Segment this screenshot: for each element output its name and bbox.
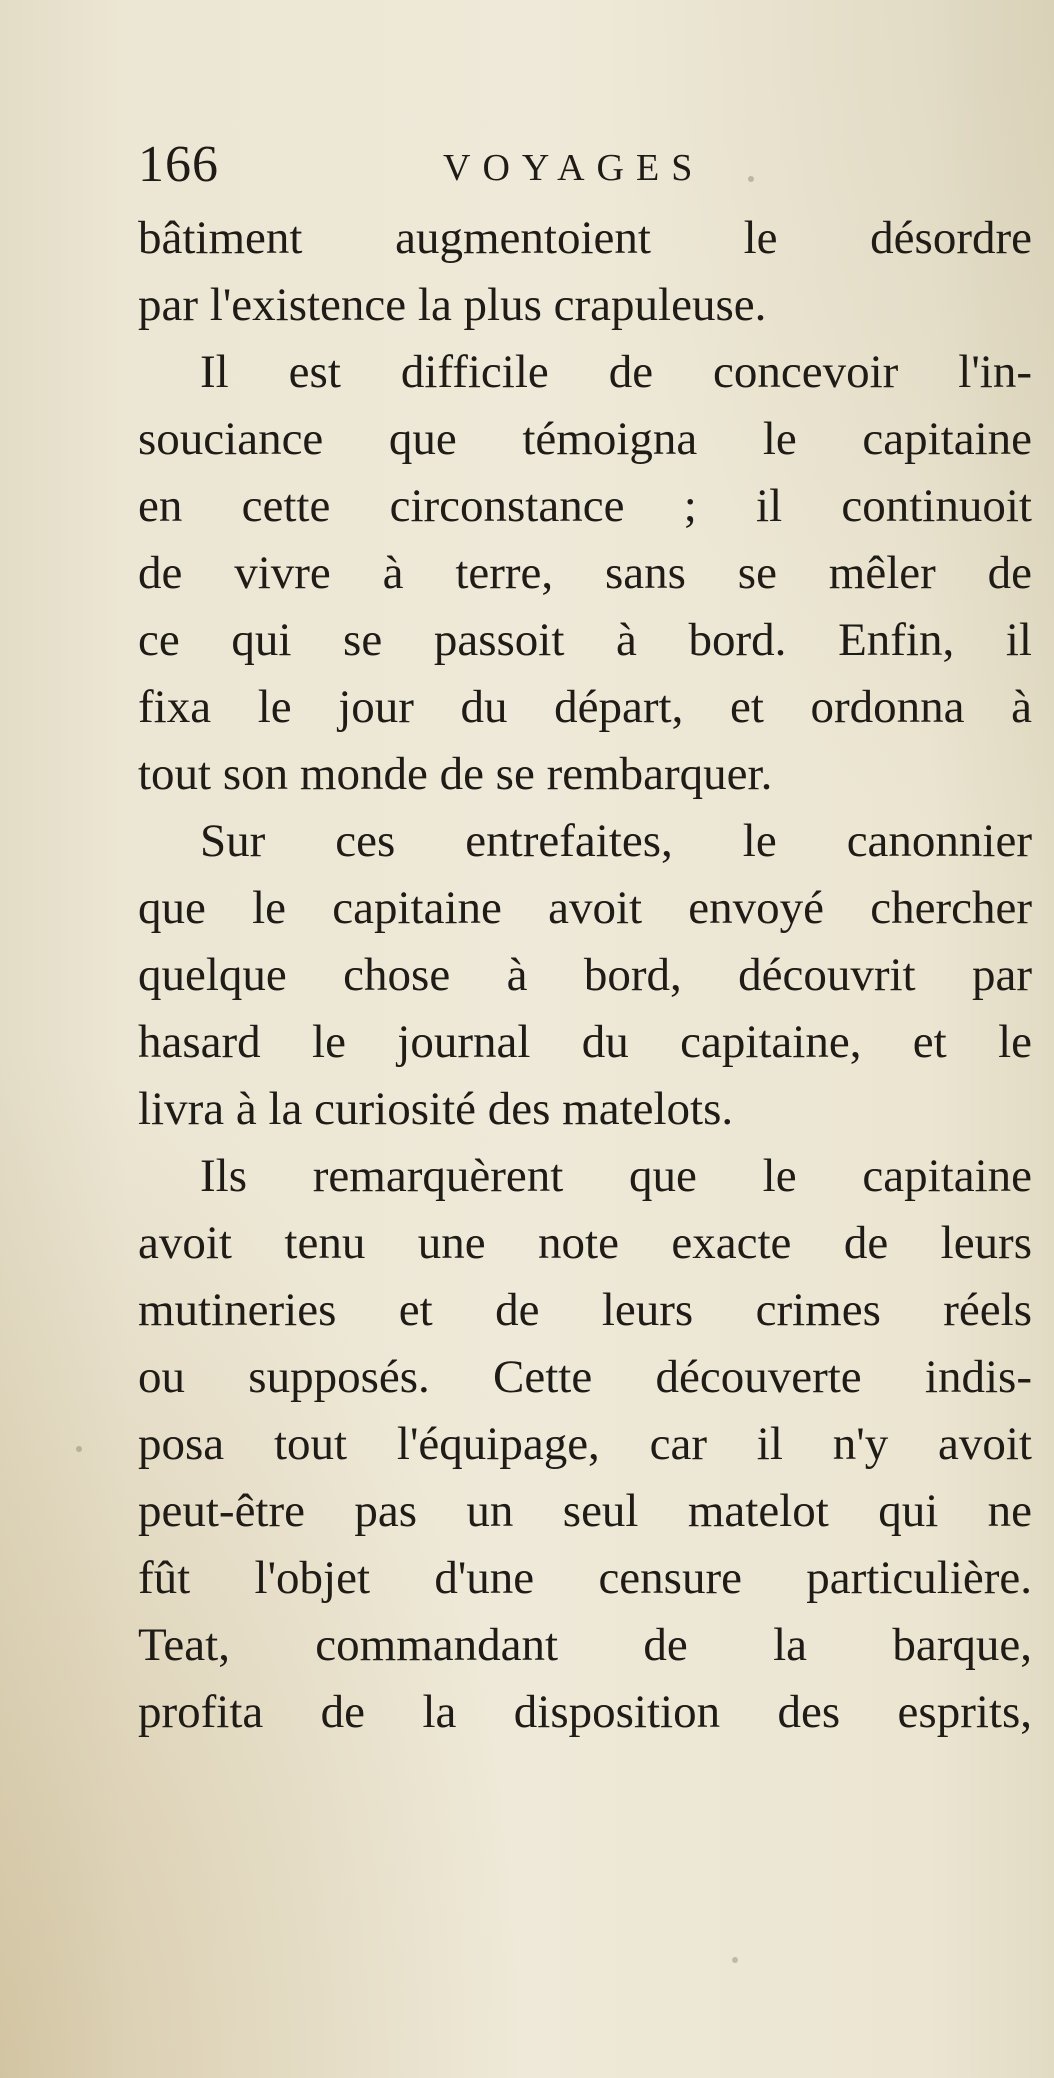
- page-number: 166: [138, 136, 219, 193]
- text-line: tout son monde de se rembarquer.: [138, 748, 773, 800]
- text-line: fût l'objet d'une censure particulière.: [138, 1552, 1032, 1604]
- text-line: ce qui se passoit à bord. Enfin, il: [138, 614, 1032, 666]
- text-line: avoit tenu une note exacte de leurs: [138, 1217, 1032, 1269]
- text-line: Teat, commandant de la barque,: [138, 1619, 1032, 1671]
- body-text: [138, 205, 1032, 1746]
- paper-speck: [732, 1957, 738, 1963]
- text-line: profita de la disposition des esprits,: [138, 1686, 1032, 1738]
- text-line: quelque chose à bord, découvrit par: [138, 949, 1032, 1001]
- text-line: que le capitaine avoit envoyé chercher: [138, 882, 1032, 934]
- page-header: [138, 130, 1018, 200]
- running-head: VOYAGES: [443, 147, 705, 189]
- text-line: en cette circonstance ; il continuoit: [138, 480, 1032, 532]
- text-line: hasard le journal du capitaine, et le: [138, 1016, 1032, 1068]
- text-line: Sur ces entrefaites, le canonnier: [200, 815, 1032, 867]
- text-line: Ils remarquèrent que le capitaine: [200, 1150, 1032, 1202]
- text-line: livra à la curiosité des matelots.: [138, 1083, 734, 1135]
- text-line: fixa le jour du départ, et ordonna à: [138, 681, 1032, 733]
- text-line: souciance que témoigna le capitaine: [138, 413, 1032, 465]
- text-line: mutineries et de leurs crimes réels: [138, 1284, 1032, 1336]
- text-line: ou supposés. Cette découverte indis-: [138, 1351, 1032, 1403]
- text-line: peut-être pas un seul matelot qui ne: [138, 1485, 1032, 1537]
- text-line: Il est difficile de concevoir l'in-: [200, 346, 1032, 398]
- text-line: de vivre à terre, sans se mêler de: [138, 547, 1032, 599]
- text-line: par l'existence la plus crapuleuse.: [138, 279, 767, 331]
- paper-speck: [76, 1446, 82, 1452]
- text-line: posa tout l'équipage, car il n'y avoit: [138, 1418, 1032, 1470]
- text-line: bâtiment augmentoient le désordre: [138, 212, 1032, 264]
